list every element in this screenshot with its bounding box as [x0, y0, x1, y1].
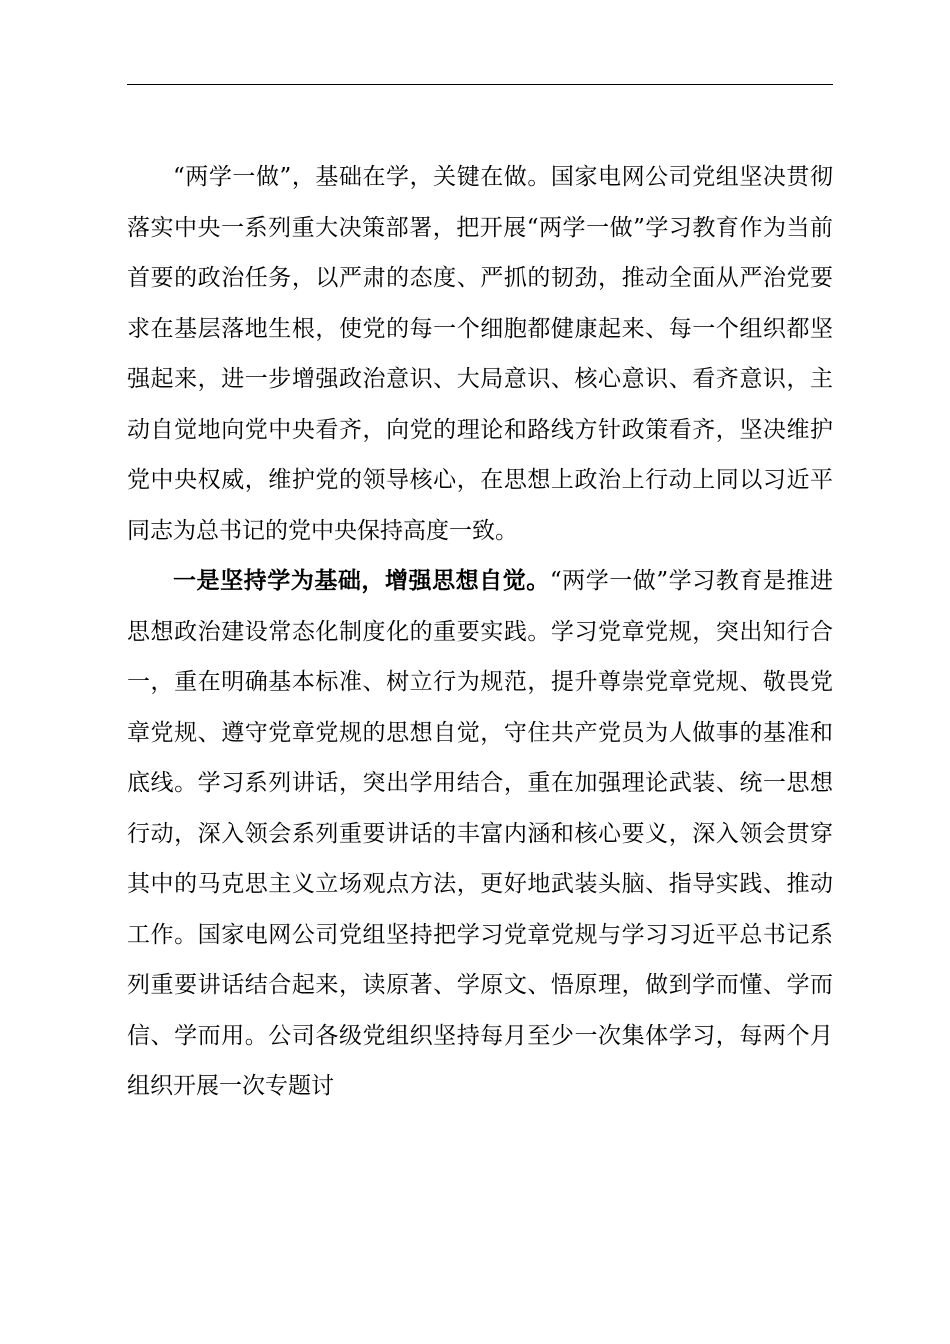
paragraph-intro — [127, 152, 833, 556]
document-body — [127, 152, 833, 1112]
header-rule — [127, 84, 833, 85]
paragraph-lead: 一是坚持学为基础，增强思想自觉。 — [173, 567, 550, 594]
paragraph-point-one — [127, 556, 833, 1112]
paragraph-text: “两学一做”学习教育是推进思想政治建设常态化制度化的重要实践。学习党章党规，突出知行合一，重在明确基本标准、树立行为规范，提升尊崇党章党规、敬畏党章党规、遵守党章党规的思想自觉，守住共产党员为人做事的基准和底线。学习系列讲话，突出学用结合，重在加强理论武装、统一思想行动，深入领会系列重要讲话的丰富内涵和核心要义，深入领会贯穿其中的马克思主义立场观点方法，更好地武装头脑、指导实践、推动工作。国家电网公司党组坚持把学习党章党规与学习习近平总书记系列重要讲话结合起来，读原著、学原文、悟原理，做到学而懂、学而信、学而用。公司各级党组织坚持每月至少一次集体学习，每两个月组织开展一次专题讨 — [127, 568, 833, 1099]
paragraph-text: “两学一做”，基础在学，关键在做。国家电网公司党组坚决贯彻落实中央一系列重大决策部署，把开展“两学一做”学习教育作为当前首要的政治任务，以严肃的态度、严抓的韧劲，推动全面从严治党要求在基层落地生根，使党的每一个细胞都健康起来、每一个组织都坚强起来，进一步增强政治意识、大局意识、核心意识、看齐意识，主动自觉地向党中央看齐，向党的理论和路线方针政策看齐，坚决维护党中央权威，维护党的领导核心，在思想上政治上行动上同以习近平同志为总书记的党中央保持高度一致。 — [127, 164, 833, 544]
